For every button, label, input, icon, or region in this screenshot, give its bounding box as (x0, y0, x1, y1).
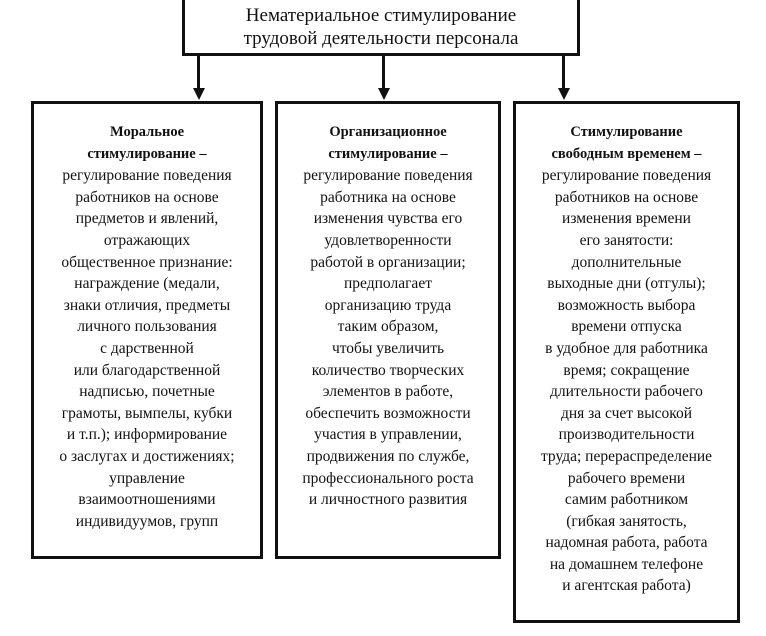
column-text-line: отражающих (103, 231, 191, 249)
column-text-line: изменения времени (562, 210, 691, 228)
column-text-line: работников на основе (75, 188, 219, 206)
column-text-line: чтобы увеличить (331, 339, 445, 357)
column-text-line: регулирование поведения (62, 167, 232, 185)
title-line-2: трудовой деятельности персонала (243, 27, 519, 49)
column-text-line: рабочего времени (567, 469, 686, 487)
organizational-stimulation-box (275, 101, 501, 559)
column-text-line: самим работником (564, 491, 689, 509)
title-line-1: Нематериальное стимулирование (245, 4, 517, 26)
connector-left (197, 56, 200, 92)
column-text-line: длительности рабочего (550, 383, 703, 401)
column-text-line: надписью, почетные (79, 383, 215, 401)
column-text-line: общественное признание: (61, 253, 233, 271)
column-text-line: дня за счет высокой (560, 404, 693, 422)
column-text-line: и т.п.); информирование (66, 426, 228, 444)
column-heading-line: стимулирование – (328, 145, 448, 162)
column-text-line: личного пользования (77, 318, 217, 336)
column-text-line: индивидуумов, групп (75, 512, 219, 530)
column-text-line: награждение (медали, (74, 275, 220, 293)
column-text-line: грамоты, вымпелы, кубки (61, 404, 233, 422)
column-text-line: изменения чувства его (313, 210, 463, 228)
column-text-line: профессионального роста (302, 469, 474, 487)
column-text-line: возможность выбора (557, 296, 696, 314)
arrow-right-icon (558, 88, 570, 100)
column-text-line: знаки отличия, предметы (63, 296, 231, 314)
column-heading-line: свободным временем – (551, 145, 702, 162)
moral-stimulation-box (31, 101, 263, 559)
column-text-line: в удобное для работника (545, 339, 708, 357)
arrow-center-icon (378, 88, 390, 100)
column-heading-line: стимулирование – (87, 145, 207, 162)
column-text-line: производительности (558, 426, 695, 444)
column-heading-line: Организационное (329, 124, 447, 140)
column-text-line: предметов и явлений, (75, 210, 219, 228)
column-text-line: элементов в работе, (322, 383, 454, 401)
column-text-line: его занятости: (579, 231, 674, 249)
column-text-line: управление (109, 469, 185, 487)
column-text-line: регулирование поведения (303, 167, 473, 185)
arrow-left-icon (193, 88, 205, 100)
column-text-line: с дарственной (100, 339, 194, 357)
column-text-line: удовлетворенности (324, 231, 452, 249)
column-text-line: работников на основе (554, 188, 699, 206)
connector-right (562, 56, 565, 92)
column-text-line: регулирование поведения (541, 167, 712, 185)
title-box (182, 0, 580, 56)
column-text-line: (гибкая занятость, (566, 512, 687, 530)
column-text-line: труда; перераспределение (540, 447, 713, 465)
connector-center (382, 56, 385, 92)
column-text-line: о заслугах и достижениях; (59, 447, 235, 465)
column-text-line: обеспечить возможности (305, 404, 471, 422)
column-text-line: участия в управлении, (314, 426, 462, 444)
column-text-line: и агентская работа) (562, 577, 691, 595)
free-time-stimulation-box (513, 101, 740, 623)
column-text-line: таким образом, (337, 318, 439, 336)
column-text-line: количество творческих (311, 361, 465, 379)
column-text-line: времени отпуска (571, 318, 682, 336)
column-text-line: время; сокращение (563, 361, 690, 379)
column-heading-line: Моральное (109, 124, 185, 140)
column-text-line: дополнительные (571, 253, 682, 271)
column-text-line: надомная работа, работа (545, 534, 708, 552)
column-text-line: организацию труда (324, 296, 452, 314)
column-heading-line: Стимулирование (570, 124, 683, 140)
column-text-line: на домашнем телефоне (549, 555, 704, 573)
column-text-line: продвижения по службе, (306, 447, 470, 465)
column-text-line: выходные дни (отгулы); (547, 275, 706, 293)
column-text-line: и личностного развития (308, 491, 468, 509)
column-text-line: предполагает (344, 275, 432, 293)
column-text-line: взаимоотношениями (78, 491, 216, 509)
column-text-line: работника на основе (320, 188, 456, 206)
column-text-line: или благодарственной (73, 361, 221, 379)
column-text-line: работой в организации; (310, 253, 466, 271)
